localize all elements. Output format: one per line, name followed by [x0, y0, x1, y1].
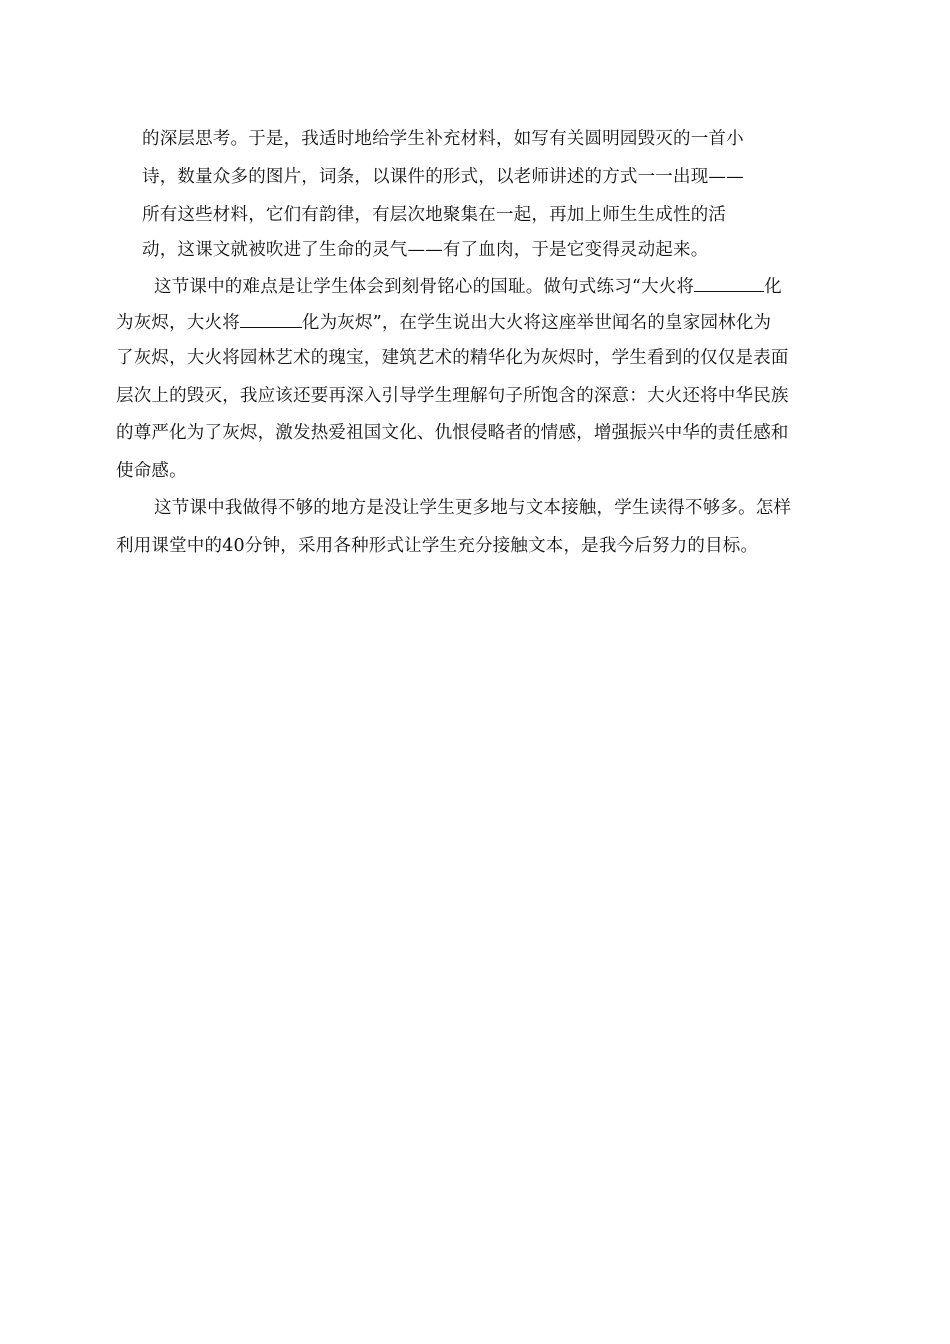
fill-in-blank: [694, 273, 764, 292]
text-line: [154, 273, 782, 299]
text-line: 这节课中我做得不够的地方是没让学生更多地与文本接触，学生读得不够多。怎样: [154, 498, 792, 518]
text-line: 诗，数量众多的图片，词条，以课件的形式，以老师讲述的方式一一出现——: [142, 167, 744, 187]
text-line: 的深层思考。于是，我适时地给学生补充材料，如写有关圆明园毁灭的一首小: [142, 129, 744, 149]
text-segment: 这节课中的难点是让学生体会到刻骨铭心的国耻。做句式练习“大火将: [154, 277, 695, 297]
text-segment: 为灰烬，大火将: [116, 313, 240, 333]
text-segment: 化为灰烬”，在学生说出大火将这座举世闻名的皇家园林化为: [301, 313, 772, 333]
text-line: 使命感。: [116, 461, 187, 481]
text-line: 层次上的毁灭，我应该还要再深入引导学生理解句子所饱含的深意：大火还将中华民族: [116, 386, 789, 406]
text-segment: 化: [764, 277, 782, 297]
text-line: [116, 309, 771, 335]
text-line: 了灰烬，大火将园林艺术的瑰宝，建筑艺术的精华化为灰烬时，学生看到的仅仅是表面: [116, 348, 789, 368]
text-line: 的尊严化为了灰烬，激发热爱祖国文化、仇恨侵略者的情感，增强振兴中华的责任感和: [116, 423, 789, 443]
fill-in-blank: [240, 309, 302, 328]
text-line: 动，这课文就被吹进了生命的灵气——有了血肉，于是它变得灵动起来。: [142, 240, 709, 260]
text-line: 利用课堂中的40分钟，采用各种形式让学生充分接触文本，是我今后努力的目标。: [116, 536, 759, 556]
text-line: 所有这些材料，它们有韵律，有层次地聚集在一起，再加上师生生成性的活: [142, 205, 727, 225]
